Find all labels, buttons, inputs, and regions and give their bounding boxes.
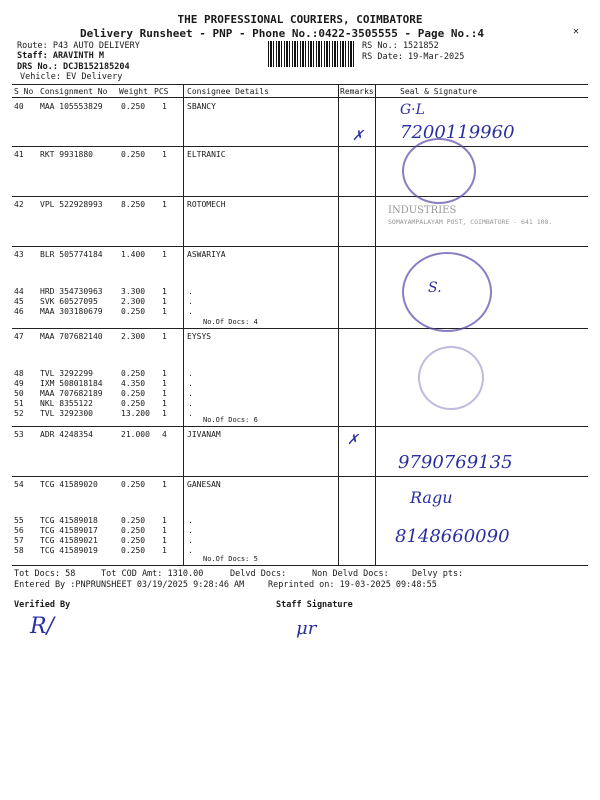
row-consignment-no: TVL 3292299: [40, 369, 93, 378]
drs-label: DRS No.: DCJB152185204: [17, 62, 130, 72]
row-bullet: .: [188, 536, 193, 545]
col-header-sno: S No: [14, 87, 34, 96]
row-pcs: 1: [162, 389, 167, 398]
stamp-aishwarya: [402, 252, 492, 332]
rs-number: RS No.: 1521852: [362, 41, 439, 51]
total-cod: Tot COD Amt: 1310.00: [101, 569, 204, 579]
row-sno: 51: [14, 399, 24, 408]
row-pcs: 1: [162, 546, 167, 555]
barcode: [268, 41, 356, 67]
docs-count: No.Of Docs: 5: [203, 555, 258, 563]
row-weight: 0.250: [121, 536, 146, 545]
col-header-pcs: PCS: [154, 87, 169, 96]
reprinted-on: Reprinted on: 19-03-2025 09:48:55: [268, 580, 437, 590]
consignee-name: GANESAN: [187, 480, 221, 489]
row-weight: 0.250: [121, 546, 146, 555]
row-sno: 56: [14, 526, 24, 535]
route-label: Route: P43 AUTO DELIVERY: [17, 41, 140, 51]
row-weight: 0.250: [121, 516, 146, 525]
company-title: THE PROFESSIONAL COURIERS, COIMBATORE: [177, 13, 423, 26]
docs-count: No.Of Docs: 6: [203, 416, 258, 424]
column-divider: [338, 84, 339, 565]
staff-label: Staff: ARAVINTH M: [17, 51, 104, 61]
row-bullet: .: [188, 287, 193, 296]
verifier-signature: R/: [30, 614, 54, 639]
row-weight: 13.200: [121, 409, 150, 418]
column-divider: [375, 84, 376, 565]
row-consignment-no: TCG 41589020: [40, 480, 98, 489]
row-bullet: .: [188, 389, 193, 398]
stamp-industries-address: SOMAYAMPALAYAM POST, COIMBATORE - 641 108.: [388, 218, 553, 226]
verified-by-label: Verified By: [14, 600, 71, 610]
row-pcs: 1: [162, 102, 167, 111]
row-divider: [12, 246, 588, 247]
stamp-signature: S.: [428, 280, 442, 296]
row-sno: 47: [14, 332, 24, 341]
row-sno: 40: [14, 102, 24, 111]
row-weight: 8.250: [121, 200, 146, 209]
row-weight: 0.250: [121, 399, 146, 408]
delivery-points: Delvy pts:: [412, 569, 464, 579]
row-bullet: .: [188, 409, 193, 418]
signature-mark: G·L: [400, 102, 425, 118]
row-bullet: .: [188, 379, 193, 388]
consignee-name: SBANCY: [187, 102, 216, 111]
col-header-consignee: Consignee Details: [187, 87, 269, 96]
row-pcs: 1: [162, 369, 167, 378]
row-sno: 52: [14, 409, 24, 418]
row-weight: 0.250: [121, 102, 146, 111]
stamp-industries: INDUSTRIES: [388, 205, 457, 216]
row-divider: [12, 328, 588, 329]
row-consignment-no: TVL 3292300: [40, 409, 93, 418]
row-weight: 0.250: [121, 369, 146, 378]
row-sno: 49: [14, 379, 24, 388]
row-consignment-no: BLR 505774184: [40, 250, 103, 259]
table-top-border: [12, 84, 588, 85]
row-pcs: 1: [162, 297, 167, 306]
table-header-border: [12, 97, 588, 98]
consignee-name: ELTRANIC: [187, 150, 226, 159]
row-pcs: 1: [162, 307, 167, 316]
row-weight: 2.300: [121, 332, 146, 341]
row-weight: 3.300: [121, 287, 146, 296]
row-weight: 0.250: [121, 150, 146, 159]
row-pcs: 1: [162, 480, 167, 489]
entered-by: Entered By :PNPRUNSHEET 03/19/2025 9:28:46 AM: [14, 580, 245, 590]
row-pcs: 4: [162, 430, 167, 439]
row-consignment-no: TCG 41589017: [40, 526, 98, 535]
row-consignment-no: TCG 41589019: [40, 546, 98, 555]
row-divider: [12, 146, 588, 147]
row-pcs: 1: [162, 250, 167, 259]
row-bullet: .: [188, 307, 193, 316]
row-consignment-no: MAA 105553829: [40, 102, 103, 111]
row-weight: 2.300: [121, 297, 146, 306]
row-weight: 1.400: [121, 250, 146, 259]
row-weight: 21.000: [121, 430, 150, 439]
row-consignment-no: MAA 707682189: [40, 389, 103, 398]
row-bullet: .: [188, 516, 193, 525]
row-sno: 45: [14, 297, 24, 306]
col-header-consignment: Consignment No: [40, 87, 108, 96]
col-header-seal: Seal & Signature: [400, 87, 478, 96]
row-pcs: 1: [162, 409, 167, 418]
row-pcs: 1: [162, 332, 167, 341]
row-sno: 46: [14, 307, 24, 316]
row-pcs: 1: [162, 200, 167, 209]
row-sno: 48: [14, 369, 24, 378]
row-bullet: .: [188, 399, 193, 408]
row-consignment-no: HRD 354730963: [40, 287, 103, 296]
row-consignment-no: TCG 41589021: [40, 536, 98, 545]
row-pcs: 1: [162, 536, 167, 545]
staff-signature-mark: μr: [296, 618, 317, 639]
staff-signature-label: Staff Signature: [276, 600, 353, 610]
row-weight: 0.250: [121, 389, 146, 398]
row-sno: 50: [14, 389, 24, 398]
runsheet-subtitle: Delivery Runsheet - PNP - Phone No.:0422-3505555 - Page No.:4: [80, 27, 484, 40]
col-header-remarks: Remarks: [340, 87, 374, 96]
row-bullet: .: [188, 546, 193, 555]
signature-mark: Ragu: [410, 488, 453, 507]
row-consignment-no: SVK 60527095: [40, 297, 98, 306]
vehicle-label: Vehicle: EV Delivery: [20, 72, 123, 82]
row-sno: 41: [14, 150, 24, 159]
row-sno: 57: [14, 536, 24, 545]
row-weight: 0.250: [121, 307, 146, 316]
row-sno: 58: [14, 546, 24, 555]
handwritten-phone: 7200119960: [400, 122, 515, 143]
remark-mark: ✗: [352, 128, 364, 144]
row-consignment-no: MAA 707682140: [40, 332, 103, 341]
row-pcs: 1: [162, 379, 167, 388]
row-consignment-no: RKT 9931880: [40, 150, 93, 159]
row-consignment-no: VPL 522928993: [40, 200, 103, 209]
row-pcs: 1: [162, 526, 167, 535]
remark-mark: ✗: [347, 432, 359, 448]
consignee-name: EYSYS: [187, 332, 212, 341]
row-divider: [12, 476, 588, 477]
delivered-docs: Delvd Docs:: [230, 569, 287, 579]
total-docs: Tot Docs: 58: [14, 569, 76, 579]
row-weight: 0.250: [121, 480, 146, 489]
row-sno: 42: [14, 200, 24, 209]
row-consignment-no: MAA 303180679: [40, 307, 103, 316]
table-bottom-border: [12, 565, 588, 566]
docs-count: No.Of Docs: 4: [203, 318, 258, 326]
consignee-name: ROTOMECH: [187, 200, 226, 209]
stamp-control-systems: [402, 138, 476, 204]
row-pcs: 1: [162, 516, 167, 525]
column-divider: [183, 84, 184, 565]
row-sno: 53: [14, 430, 24, 439]
handwritten-phone: 8148660090: [395, 526, 510, 547]
row-pcs: 1: [162, 287, 167, 296]
row-sno: 54: [14, 480, 24, 489]
row-consignment-no: ADR 4248354: [40, 430, 93, 439]
row-bullet: .: [188, 526, 193, 535]
row-weight: 0.250: [121, 526, 146, 535]
row-consignment-no: TCG 41589018: [40, 516, 98, 525]
row-bullet: .: [188, 297, 193, 306]
rs-date: RS Date: 19-Mar-2025: [362, 52, 465, 62]
row-bullet: .: [188, 369, 193, 378]
row-divider: [12, 426, 588, 427]
row-consignment-no: IXM 508018184: [40, 379, 103, 388]
handwritten-phone: 9790769135: [398, 452, 513, 473]
close-mark-icon: ✕: [573, 26, 580, 37]
row-pcs: 1: [162, 399, 167, 408]
row-weight: 4.350: [121, 379, 146, 388]
consignee-name: ASWARIYA: [187, 250, 226, 259]
col-header-weight: Weight: [119, 87, 148, 96]
row-sno: 43: [14, 250, 24, 259]
row-sno: 55: [14, 516, 24, 525]
row-pcs: 1: [162, 150, 167, 159]
row-divider: [12, 196, 588, 197]
row-consignment-no: NKL 8355122: [40, 399, 93, 408]
stamp-faded: [418, 346, 484, 410]
consignee-name: JIVANAM: [187, 430, 221, 439]
row-sno: 44: [14, 287, 24, 296]
non-delivered-docs: Non Delvd Docs:: [312, 569, 389, 579]
